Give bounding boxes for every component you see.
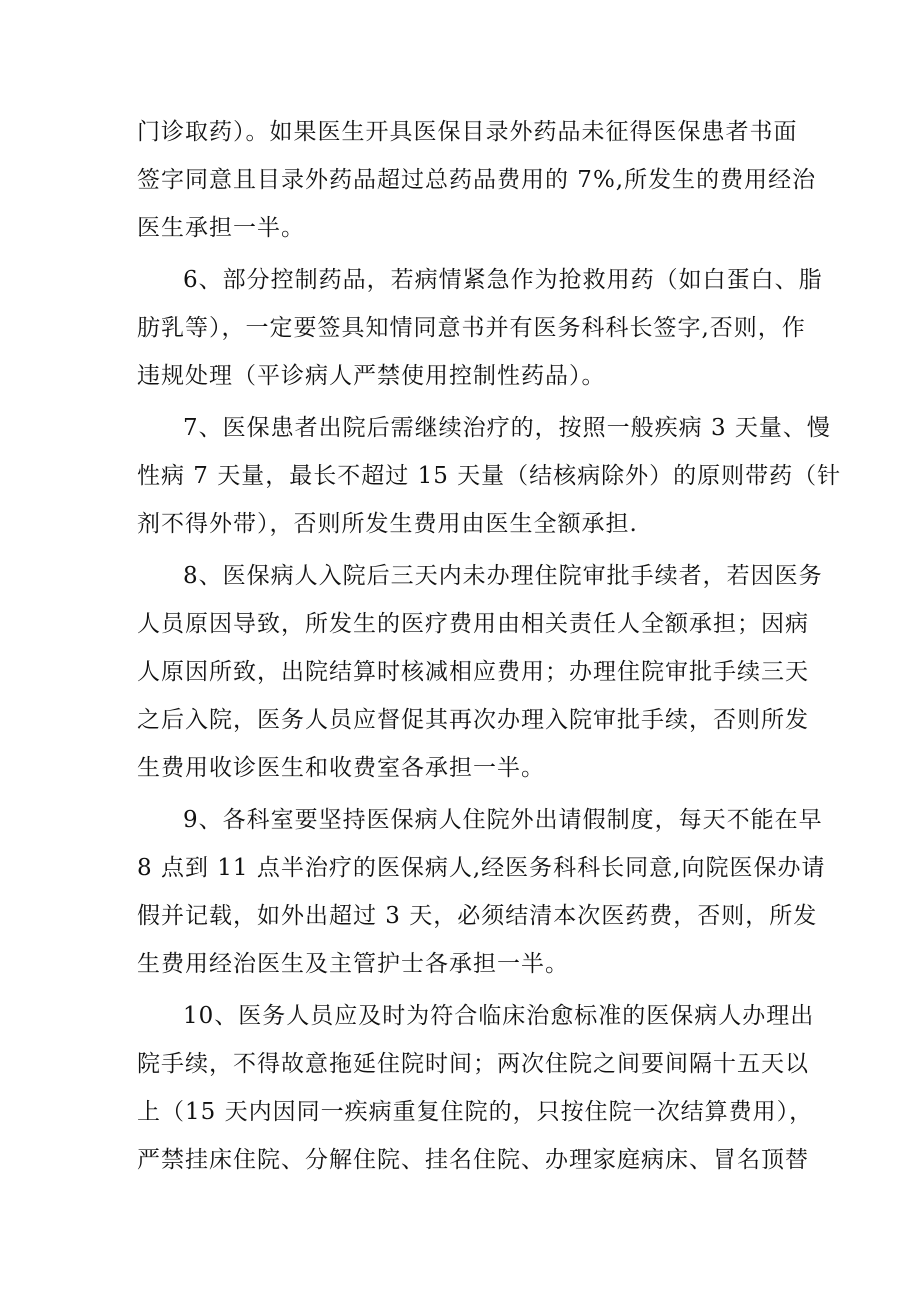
text-line: 之后入院，医务人员应督促其再次办理入院审批手续，否则所发 bbox=[137, 707, 809, 733]
text-line: 假并记载，如外出超过 3 天，必须结清本次医药费，否则，所发 bbox=[137, 903, 818, 929]
paragraph-10 bbox=[137, 992, 815, 1184]
text-line: 人原因所致，出院结算时核减相应费用；办理住院审批手续三天 bbox=[137, 659, 809, 685]
text-line: 剂不得外带），否则所发生费用由医生全额承担. bbox=[137, 511, 638, 537]
text-line: 严禁挂床住院、分解住院、挂名住院、办理家庭病床、冒名顶替 bbox=[137, 1147, 809, 1173]
text-line: 门诊取药）。如果医生开具医保目录外药品未征得医保患者书面 bbox=[137, 119, 798, 145]
text-line: 上（15 天内因同一疾病重复住院的，只按住院一次结算费用）， bbox=[137, 1099, 814, 1125]
paragraph-7 bbox=[137, 404, 842, 548]
text-line: 违规处理（平诊病人严禁使用控制性药品）。 bbox=[137, 363, 606, 389]
text-line: 10、医务人员应及时为符合临床治愈标准的医保病人办理出 bbox=[183, 1003, 815, 1029]
text-line: 医生承担一半。 bbox=[137, 215, 305, 241]
text-line: 生费用收诊医生和收费室各承担一半。 bbox=[137, 755, 545, 781]
text-line: 性病 7 天量，最长不超过 15 天量（结核病除外）的原则带药（针 bbox=[137, 463, 842, 489]
paragraph-9 bbox=[137, 796, 826, 988]
paragraph-5-continued bbox=[137, 108, 817, 252]
text-line: 9、各科室要坚持医保病人住院外出请假制度，每天不能在早 bbox=[183, 807, 823, 833]
text-line: 人员原因导致，所发生的医疗费用由相关责任人全额承担；因病 bbox=[137, 611, 809, 637]
text-line: 生费用经治医生及主管护士各承担一半。 bbox=[137, 951, 569, 977]
paragraph-6 bbox=[137, 256, 823, 400]
document-body bbox=[137, 108, 842, 1188]
paragraph-8 bbox=[137, 552, 823, 792]
text-line: 肪乳等），一定要签具知情同意书并有医务科科长签字,否则，作 bbox=[137, 315, 806, 341]
text-line: 8、医保病人入院后三天内未办理住院审批手续者，若因医务 bbox=[183, 563, 823, 589]
text-line: 8 点到 11 点半治疗的医保病人,经医务科科长同意,向院医保办请 bbox=[137, 855, 826, 881]
text-line: 签字同意且目录外药品超过总药品费用的 7%,所发生的费用经治 bbox=[137, 167, 817, 193]
text-line: 7、医保患者出院后需继续治疗的，按照一般疾病 3 天量、慢 bbox=[183, 415, 831, 441]
text-line: 院手续，不得故意拖延住院时间；两次住院之间要间隔十五天以 bbox=[137, 1051, 809, 1077]
text-line: 6、部分控制药品，若病情紧急作为抢救用药（如白蛋白、脂 bbox=[183, 267, 823, 293]
